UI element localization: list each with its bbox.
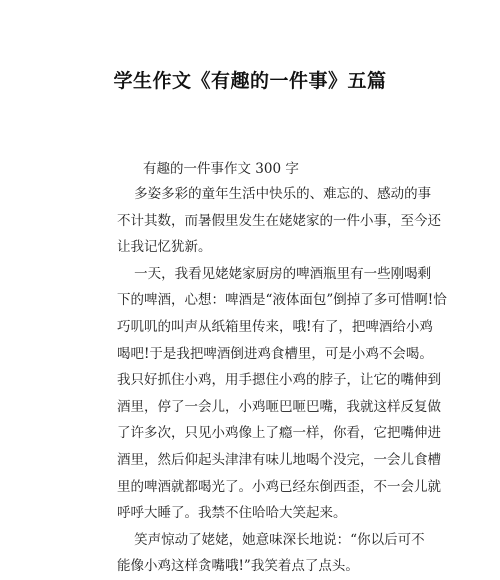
essay-body (117, 181, 447, 580)
body-line: 一天，我看见姥姥家厨房的啤酒瓶里有一些刚喝剩 (117, 265, 432, 282)
essay-subtitle: 有趣的一件事作文 300 字 (143, 161, 299, 177)
body-line: 了许多次，只见小鸡像上了瘾一样，你看，它把嘴伸进 (117, 425, 441, 442)
body-line: 多姿多彩的童年生活中快乐的、难忘的、感动的事 (117, 186, 432, 202)
body-line: 呼呼大睡了。我禁不住哈哈大笑起来。 (117, 505, 347, 522)
body-line: 下的啤酒，心想：啤酒是“液体面包”倒掉了多可惜啊!恰 (117, 292, 447, 309)
body-line: 笑声惊动了姥姥，她意味深长地说：“你以后可不 (117, 531, 425, 548)
body-line: 不计其数，而暑假里发生在姥姥家的一件小事，至今还 (117, 212, 441, 229)
body-line: 让我记忆犹新。 (117, 239, 212, 256)
body-line: 酒里，然后仰起头津津有味儿地喝个没完，一会儿食槽 (117, 451, 441, 468)
body-line: 里的啤酒就都喝光了。小鸡已经东倒西歪，不一会儿就 (117, 478, 441, 495)
page-title: 学生作文《有趣的一件事》五篇 (113, 70, 387, 92)
body-line: 酒里，停了一会儿，小鸡咂巴咂巴嘴，我就这样反复做 (117, 398, 441, 415)
body-line: 喝吧!于是我把啤酒倒进鸡食槽里，可是小鸡不会喝。 (117, 345, 433, 362)
body-line: 能像小鸡这样贪嘴哦!”我笑着点了点头。 (117, 558, 359, 575)
body-line: 巧叽叽的叫声从纸箱里传来，哦!有了，把啤酒给小鸡 (117, 318, 433, 335)
body-line: 我只好抓住小鸡，用手摁住小鸡的脖子，让它的嘴伸到 (117, 372, 441, 389)
